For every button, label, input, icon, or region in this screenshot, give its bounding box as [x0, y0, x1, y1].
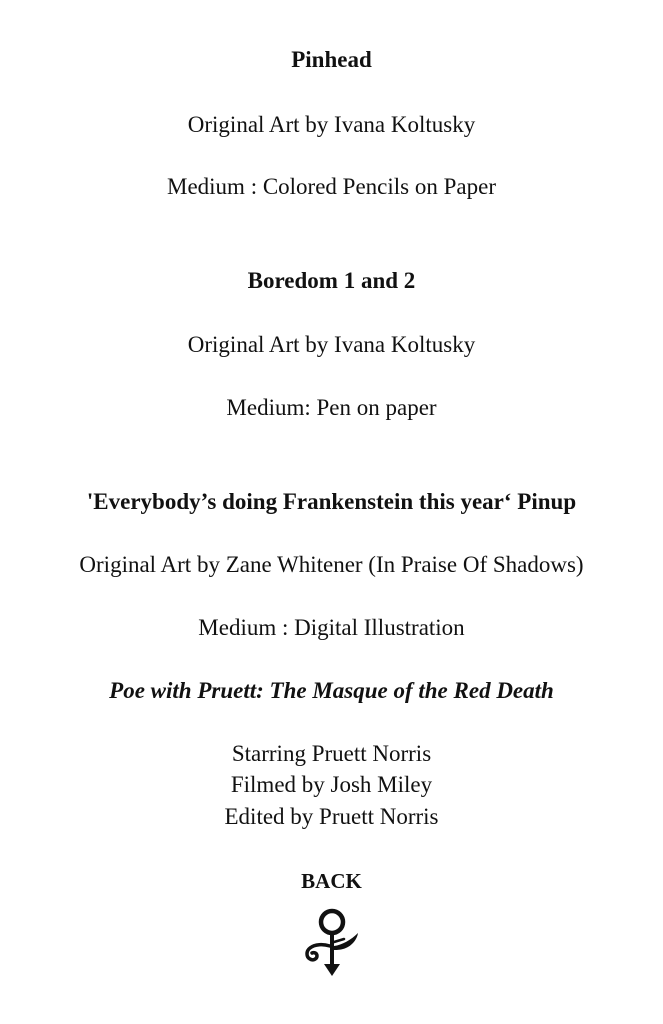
film-title: Poe with Pruett: The Masque of the Red Death	[109, 678, 554, 703]
frankenstein-medium: Medium : Digital Illustration	[198, 615, 465, 640]
frankenstein-art-credit: Original Art by Zane Whitener (In Praise Of Shadows)	[79, 552, 584, 577]
film-edited-by: Edited by Pruett Norris	[224, 804, 439, 829]
pinhead-medium: Medium : Colored Pencils on Paper	[167, 174, 496, 199]
love-symbol-icon	[301, 906, 363, 978]
pinhead-title: Pinhead	[291, 47, 372, 72]
film-filmed-by: Filmed by Josh Miley	[230, 772, 433, 797]
boredom-medium: Medium: Pen on paper	[226, 395, 437, 420]
pinhead-art-credit: Original Art by Ivana Koltusky	[187, 112, 476, 137]
boredom-title: Boredom 1 and 2	[247, 268, 416, 293]
film-starring: Starring Pruett Norris	[231, 741, 432, 766]
back-link[interactable]: BACK	[301, 869, 362, 893]
frankenstein-pinup-title: 'Everybody’s doing Frankenstein this year‘ Pinup	[86, 489, 577, 514]
boredom-art-credit: Original Art by Ivana Koltusky	[187, 332, 476, 357]
